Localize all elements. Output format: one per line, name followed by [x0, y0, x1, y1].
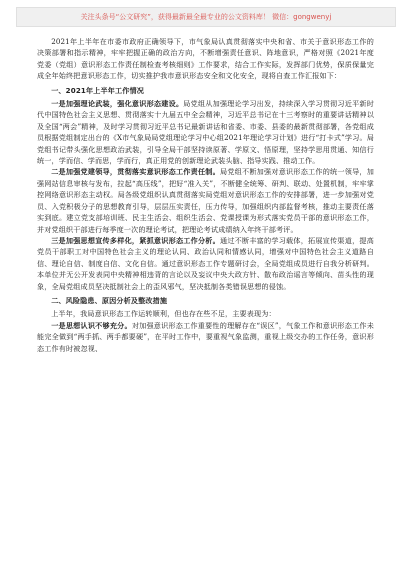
s2-paragraph-1 — [37, 320, 374, 354]
s1-p1-lead: 一是加强理论武装，强化意识形态建设。 — [51, 99, 184, 109]
document-body — [37, 36, 374, 354]
s1-paragraph-1 — [37, 98, 374, 166]
s2-p1-lead: 一是思想认识不够充分。 — [51, 320, 132, 330]
s2-paragraph-0: 上半年，我局意识形态工作运转顺利，但也存在些不足，主要表现为： — [51, 309, 276, 319]
intro-paragraph: 2021年上半年在市委市政府正确领导下，市气象局认真贯彻落实中央和省、市关于意识形态工作的决策部署和指示精神，牢牢把握正确的政治方向，不断增强责任意识、阵地意识，严格对照《2021年度党委（党组）意识形态工作责任制检查考核细则》工作要求，结合工作实际，发挥部门优势，保质保量完成全年始终把意识形态工作，切实推护我市意识形态安全和文化安全，现将自查工作汇报如下： — [37, 37, 374, 81]
s1-p1-text: 局党组从加强理论学习出发，持续深入学习贯彻习近平新时代中国特色社会主义思想、贯彻落实十九届五中全会精神，习近平总书记在十三考察时的重要讲话精神以及全国“两会”精神，及时学习贯彻习近平总书记最新讲话和省委、市委、县委的最新贯彻部署，各党组成员根据党组制定出台的《X市气象局局党组理论学习中心组2021年理论学习计划》进行“打卡式”学习。局党组书记带头强化思想政治武装，引导全局干部坚持读原著、学原文、悟原理，坚持学思用贯通、知信行统一，学而信、学而思，学而行，真正用党的创新理论武装头脑、指导实践、推动工作。 — [37, 99, 374, 166]
s1-p3-lead: 三是加强思想宣传多样化，紧抓意识形态工作分析。 — [51, 235, 220, 245]
s2-p1-text: 对加强意识形态工作重要性的理解存在“误区”，气象工作和意识形态工作未能完全做到“两手抓、两手都要硬”，在平时工作中，要重视气象监测，重视上级交办的工作任务，意识形态工作有时被忽视、 — [37, 320, 374, 353]
section-1-heading: 一、2021年上半年工作情况 — [51, 85, 144, 95]
s1-paragraph-2 — [37, 166, 374, 234]
s1-p2-lead: 二是加强党建领导，贯彻落实意识形态工作责任制。 — [51, 167, 220, 177]
s1-p3-text: 通过不断丰富的学习载体，拓展宣传渠道，提高党员干部职工对中国特色社会主义的理论认同、政治认同和情感认同，增强对中国特色社会主义道路自信、理论自信、制度自信、文化自信。通过意识形态工作专题研讨会，全局党组成员进行自我分析研判。本单位并无公开发表同中央精神相违背的言论以及妄议中央大政方针、散布政治谣言等倾向、苗头性的现象，全局党组成员坚决抵制社会上的歪风邪气，坚决抵制各类错误思想的侵蚀。 — [37, 235, 374, 291]
s1-paragraph-3 — [37, 235, 374, 292]
top-banner: 关注头条号“公文研究”，获得最新最全最专业的公文资料库！ 微信：gongwenyj — [16, 7, 396, 27]
s1-p2-text: 局党组不断加强对意识形态工作的统一领导，加强网站信息审核与发布，拉起“高压线”，把好“准入关”，不断健全统筹、研判、联动、处置机制，牢牢掌控网络意识形态主动权。局各级党组织认真贯彻落实局党组对意识形态工作的安排部署，进一步加强对党员、入党积极分子的思想教育引导，层层压实责任，压力传导，加强组织内部监督考核，推动主要责任落实到底。建立党支部培训班、民主生活会、组织生活会、党课授课为形式落实党员干部的意识形态工作，并对党组织干部进行每季度一次的理论考试，把理论考试成绩纳入年终干部考评。 — [37, 167, 374, 234]
section-2-heading: 二、风险隐患、原因分析及整改措施 — [51, 295, 168, 305]
